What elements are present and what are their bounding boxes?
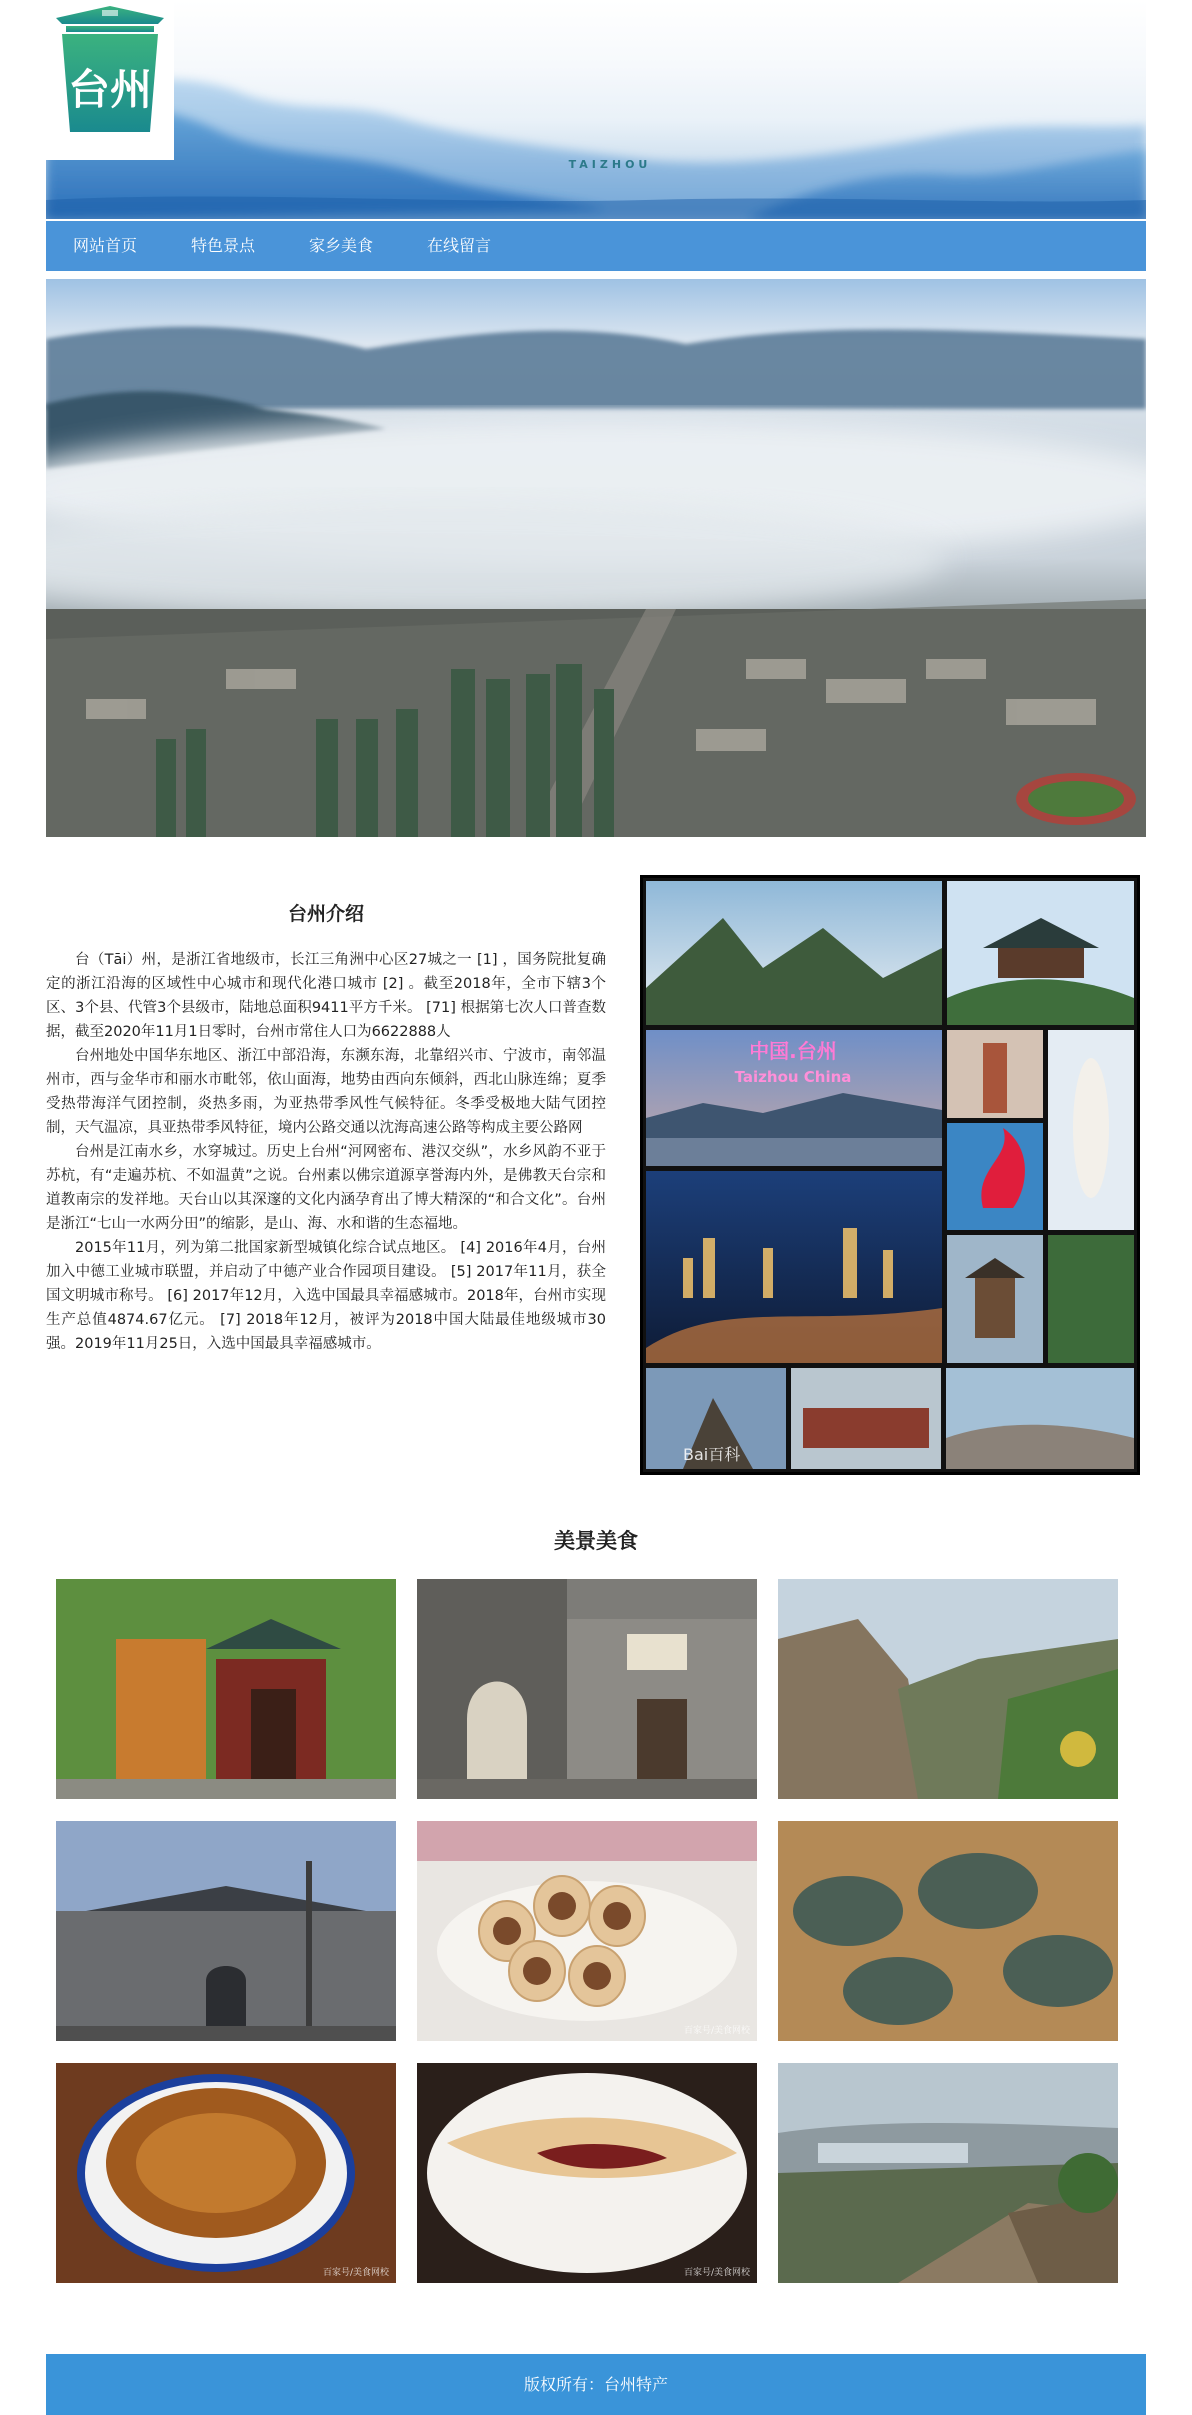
gallery-image-temple-gate[interactable] [56, 1579, 396, 1799]
gallery-image-city-wall[interactable] [778, 2063, 1118, 2283]
main-nav [46, 221, 1146, 271]
collage-caption-latin: Taizhou China [734, 1068, 852, 1086]
gallery-grid [56, 1579, 1146, 2283]
page-wrapper [46, 0, 1146, 2283]
nav-item-guestbook[interactable]: 在线留言 [427, 236, 492, 255]
gallery-image-food-rolls[interactable] [417, 1821, 757, 2041]
gallery-watermark-3: 百家号/美食网校 [683, 2268, 750, 2278]
nav-item-food[interactable]: 家乡美食 [309, 236, 374, 255]
gallery-watermark-2: 百家号/美食网校 [322, 2268, 389, 2278]
header-banner [46, 0, 1146, 219]
intro-section [46, 855, 1146, 1495]
gallery-watermark-1: 百家号/美食网校 [683, 2026, 750, 2036]
gallery-image-crabs[interactable] [778, 1821, 1118, 2041]
gallery-title: 美景美食 [554, 1529, 638, 1553]
gallery-image-baked-pudding[interactable] [56, 2063, 396, 2283]
gallery-image-old-street[interactable] [417, 1579, 757, 1799]
hero-image [46, 279, 1146, 837]
banner-mountains [46, 0, 1146, 219]
nav-item-home[interactable]: 网站首页 [73, 236, 138, 255]
intro-title: 台州介绍 [287, 903, 364, 925]
intro-paragraph-3: 台州是江南水乡，水穿城过。历史上台州“河网密布、港汉交纵”，水乡风韵不亚于苏杭，有“走遍苏杭、不如温黄”之说。台州素以佛宗道源享誉海内外，是佛教天台宗和道教南宗的发祥地。天台山以其深邃的文化内涵孕育出了博大精深的“和合文化”。台州是浙江“七山一水两分田”的缩影，是山、海、水和谐的生态福地。 [46, 1144, 606, 1232]
collage-caption: 中国.台州 [749, 1039, 837, 1063]
nav-item-attractions[interactable]: 特色景点 [191, 236, 256, 255]
gallery-image-pastry[interactable] [417, 2063, 757, 2283]
hero-city-aerial-image [46, 279, 1146, 837]
footer [46, 2354, 1146, 2415]
footer-copyright: 版权所有：台州特产 [523, 2375, 668, 2394]
collage-watermark: Bai百科 [683, 1445, 741, 1464]
logo-text-glyph: 台州 [67, 65, 153, 114]
intro-paragraph-1: 台（Tāi）州，是浙江省地级市，长江三角洲中心区27城之一 [1] ，国务院批复确定的浙江沿海的区域性中心城市和现代化港口城市 [2] 。截至2018年，全市下辖3个区、3个县、代管3个县级市，陆地总面积9411平方千米。 [71] 根据第七次人口普查数据，截至2020年11月1日零时，台州市常住人口为6622888人 [46, 952, 606, 1040]
gallery-image-city-gate[interactable] [56, 1821, 396, 2041]
intro-paragraph-2: 台州地处中国华东地区、浙江中部沿海，东濒东海，北靠绍兴市、宁波市，南邻温州市，西与金华市和丽水市毗邻，依山面海，地势由西向东倾斜，西北山脉连绵；夏季受热带海洋气团控制，炎热多雨，为亚热带季风性气候特征。冬季受极地大陆气团控制，天气温凉，具亚热带季风特征，境内公路交通以沈海高速公路等构成主要公路网 [46, 1048, 606, 1136]
taizhou-collage-image [640, 875, 1140, 1475]
intro-text-column [46, 855, 606, 1356]
gallery-image-cliffs[interactable] [778, 1579, 1118, 1799]
logo-latin-text: TAIZHOU [568, 158, 652, 171]
taizhou-logo[interactable] [46, 0, 174, 160]
intro-paragraph-4: 2015年11月，列为第二批国家新型城镇化综合试点地区。 [4] 2016年4月，台州加入中德工业城市联盟，并启动了中德产业合作园项目建设。 [5] 2017年11月，获全国文明城市称号。 [6] 2017年12月，入选中国最具幸福感城市。2018年，台州市实现生产总值4874.67亿元。 [7] 2018年12月，被评为2018中国大陆最佳地级城市30强。2019年11月25日，入选中国最具幸福感城市。 [46, 1240, 606, 1352]
